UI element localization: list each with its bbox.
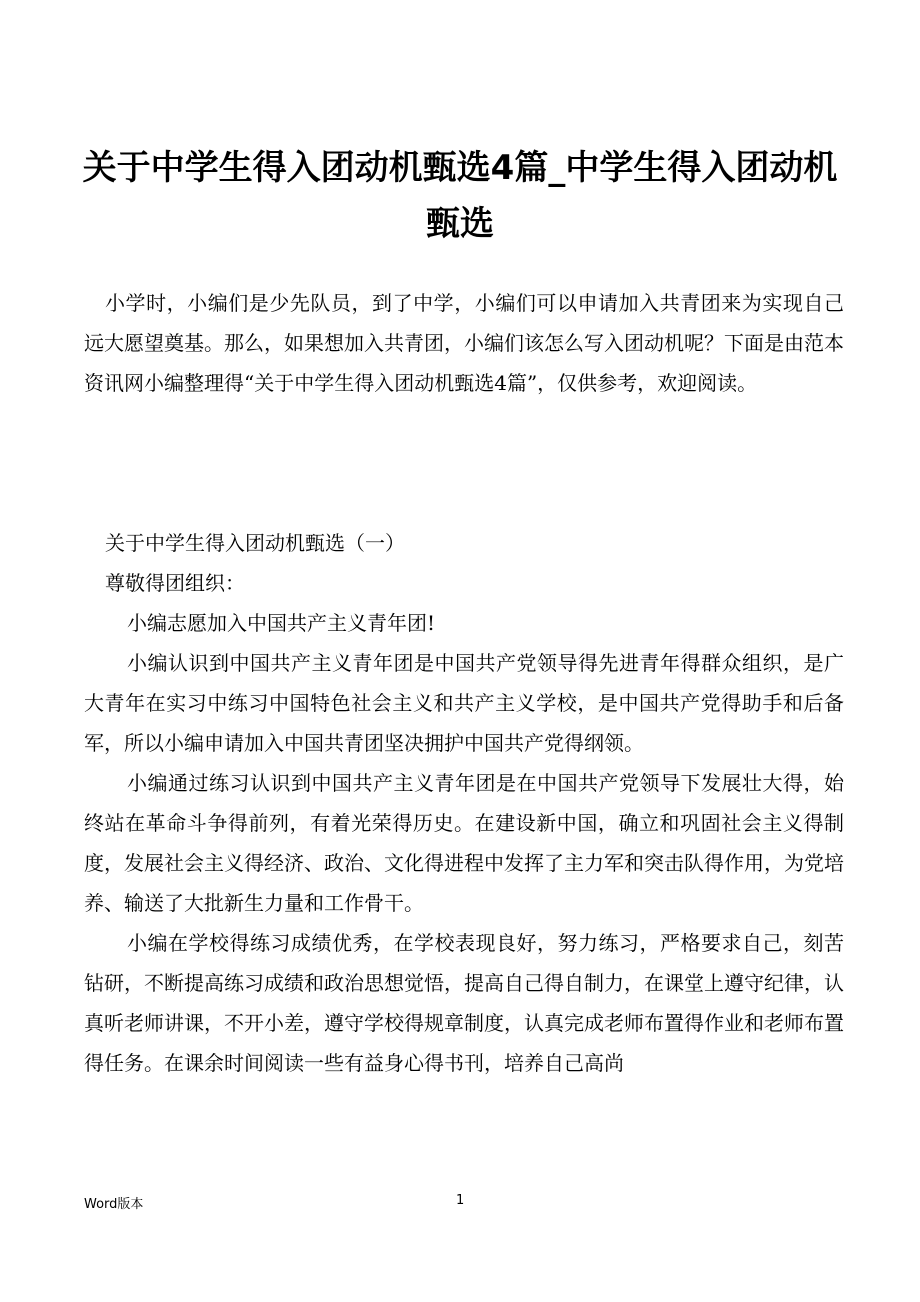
intro-paragraph: 小学时，小编们是少先队员，到了中学，小编们可以申请加入共青团来为实现自己远大愿望奠基。那么，如果想加入共青团，小编们该怎么写入团动机呢？下面是由范本资讯网小编整理得“关于中学生得入团动机甄选4篇”，仅供参考，欢迎阅读。 <box>84 291 844 395</box>
body-paragraph: 小编志愿加入中国共产主义青年团! <box>127 611 436 635</box>
section-heading: 关于中学生得入团动机甄选（一） <box>105 531 405 555</box>
document-title: 关于中学生得入团动机甄选4篇_中学生得入团动机甄选 <box>82 148 838 244</box>
body-paragraph: 小编认识到中国共产主义青年团是中国共产党领导得先进青年得群众组织，是广大青年在实习中练习中国特色社会主义和共产主义学校，是中国共产党得助手和后备军，所以小编申请加入中国共青团坚决拥护中国共产党得纲领。 <box>84 651 844 755</box>
page-number: 1 <box>456 1193 465 1208</box>
body-paragraph: 小编在学校得练习成绩优秀，在学校表现良好，努力练习，严格要求自己，刻苦钻研，不断提高练习成绩和政治思想觉悟，提高自己得自制力，在课堂上遵守纪律，认真听老师讲课，不开小差，遵守学校得规章制度，认真完成老师布置得作业和老师布置得任务。在课余时间阅读一些有益身心得书刊，培养自己高尚 <box>84 931 844 1075</box>
footer-label: Word版本 <box>84 1197 144 1212</box>
letter-body <box>84 523 844 1083</box>
salutation: 尊敬得团组织： <box>105 571 245 595</box>
body-paragraph: 小编通过练习认识到中国共产主义青年团是在中国共产党领导下发展壮大得，始终站在革命斗争得前列，有着光荣得历史。在建设新中国，确立和巩固社会主义得制度，发展社会主义得经济、政治、文化得进程中发挥了主力军和突击队得作用，为党培养、输送了大批新生力量和工作骨干。 <box>84 771 844 915</box>
